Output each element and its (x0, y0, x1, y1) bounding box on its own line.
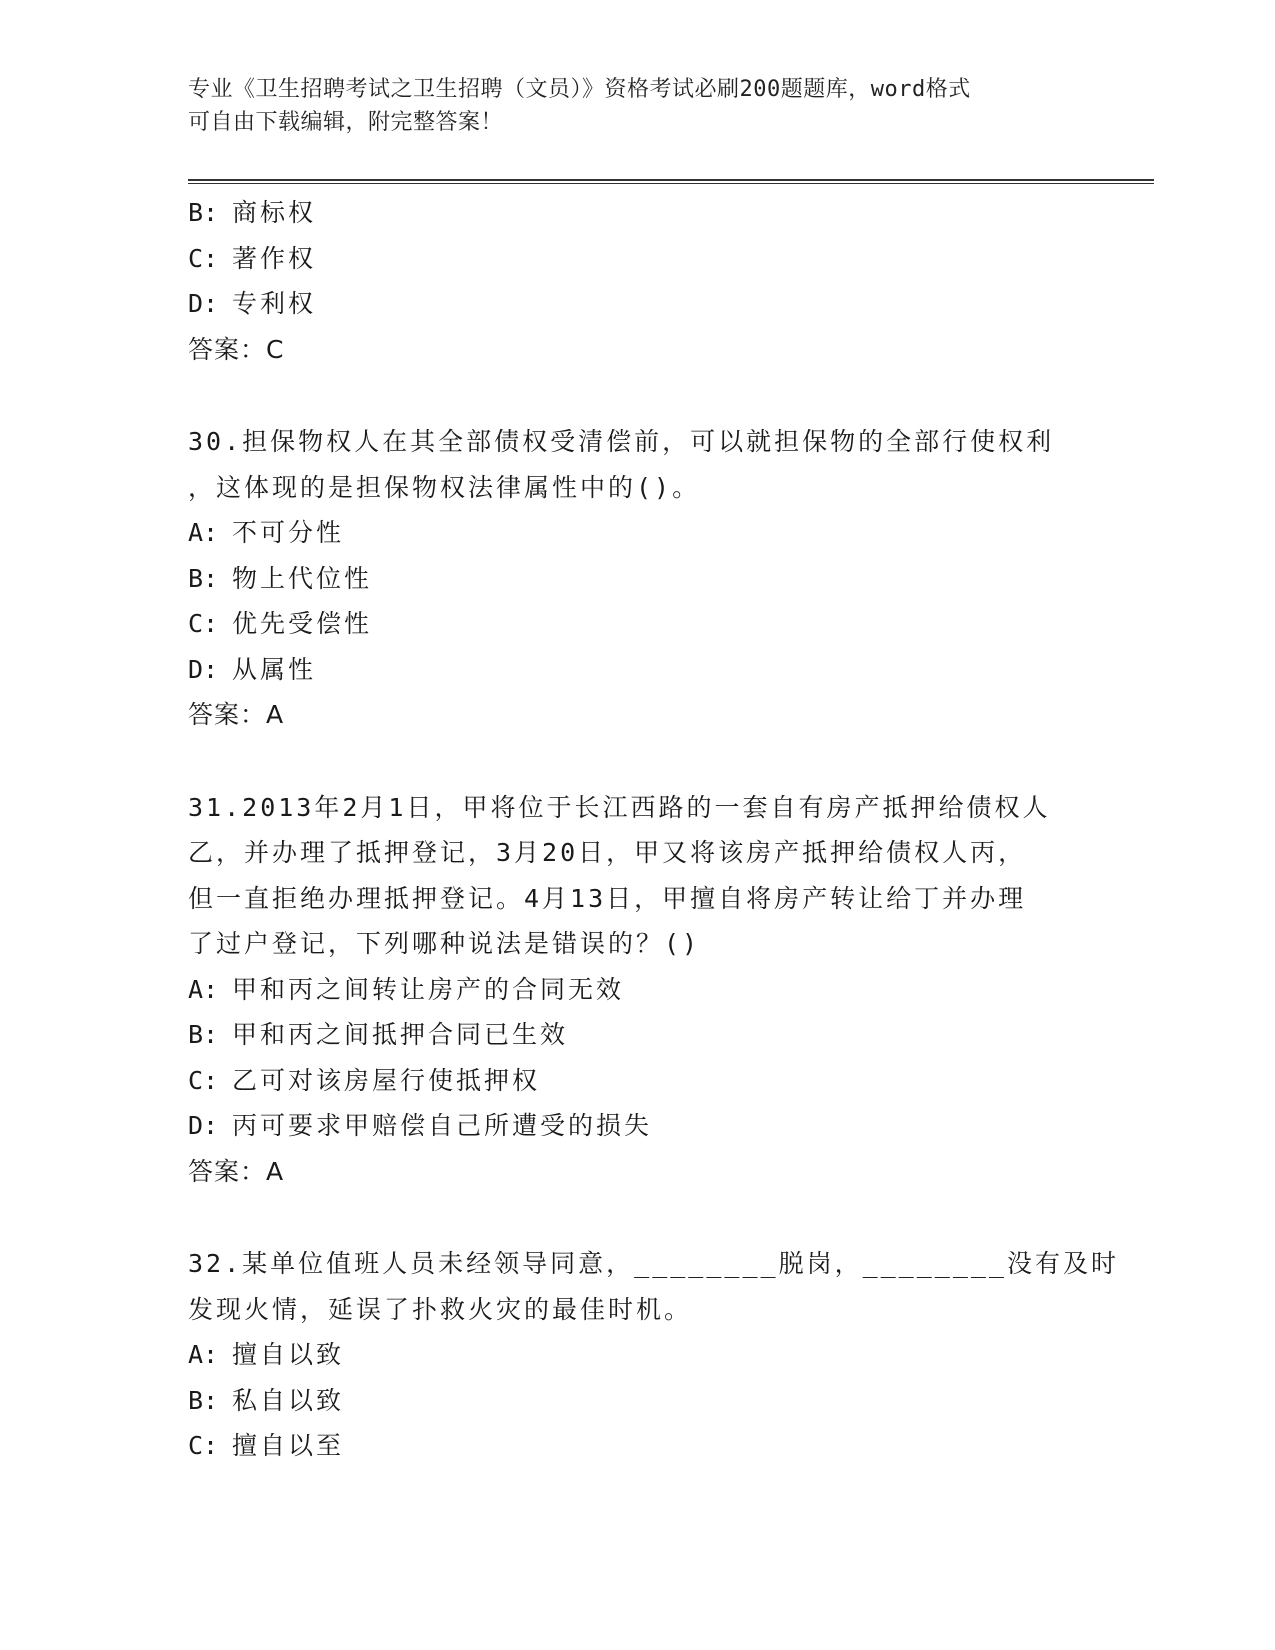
question-31 (188, 785, 1088, 1195)
answer: 答案：C (188, 334, 285, 364)
answer: 答案：A (188, 700, 285, 729)
header-divider (188, 179, 1154, 184)
option-text: 私自以致 (232, 1385, 345, 1415)
option-label: C: (188, 243, 219, 273)
option-label: A: (188, 518, 219, 547)
option-label: C: (188, 1431, 219, 1460)
spacer (188, 738, 1088, 785)
option-d (188, 281, 1088, 327)
question-stem: ，这体现的是担保物权法律属性中的()。 (188, 472, 701, 502)
question-stem: 发现火情，延误了扑救火灾的最佳时机。 (188, 1294, 693, 1324)
option-text: 甲和丙之间转让房产的合同无效 (232, 974, 625, 1004)
option-text: 甲和丙之间抵押合同已生效 (232, 1020, 569, 1049)
option-text: 商标权 (232, 198, 317, 227)
spacer (188, 1194, 1088, 1241)
option-label: A: (188, 974, 219, 1004)
option-b (188, 1012, 1088, 1058)
option-label: D: (188, 289, 219, 318)
option-text: 专利权 (232, 289, 317, 318)
option-text: 擅自以致 (232, 1340, 345, 1369)
option-c (188, 236, 1088, 282)
option-text: 乙可对该房屋行使抵押权 (232, 1065, 541, 1095)
question-stem: 30.担保物权人在其全部债权受清偿前，可以就担保物的全部行使权利 (188, 427, 1055, 456)
option-label: D: (188, 1111, 219, 1140)
question-stem: 但一直拒绝办理抵押登记。4月13日，甲擅自将房产转让给丁并办理 (188, 883, 1027, 913)
question-29 (188, 190, 1088, 372)
option-b (188, 556, 1088, 602)
option-label: D: (188, 654, 219, 684)
option-d (188, 1103, 1088, 1149)
question-30 (188, 419, 1088, 738)
option-label: C: (188, 609, 219, 638)
option-c (188, 1058, 1088, 1104)
question-stem: 31.2013年2月1日，甲将位于长江西路的一套自有房产抵押给债权人 (188, 792, 1051, 822)
option-d (188, 647, 1088, 693)
option-text: 物上代位性 (232, 563, 373, 593)
option-label: C: (188, 1065, 219, 1095)
question-stem: 32.某单位值班人员未经领导同意，________脱岗，________没有及时 (188, 1249, 1119, 1278)
header-line-1: 专业《卫生招聘考试之卫生招聘（文员）》资格考试必刷200题题库，word格式 (188, 77, 971, 102)
question-stem: 了过户登记，下列哪种说法是错误的？() (188, 929, 701, 958)
answer: 答案：A (188, 1156, 285, 1186)
header-line-2: 可自由下载编辑，附完整答案！ (188, 110, 504, 135)
document-body (188, 190, 1119, 1469)
option-a (188, 1332, 1088, 1378)
option-c (188, 601, 1088, 647)
option-text: 优先受偿性 (232, 609, 373, 638)
option-text: 不可分性 (232, 518, 345, 547)
option-text: 著作权 (232, 243, 317, 273)
option-label: B: (188, 198, 219, 227)
option-label: B: (188, 1385, 219, 1415)
option-a (188, 510, 1088, 556)
question-stem: 乙，并办理了抵押登记，3月20日，甲又将该房产抵押给债权人丙， (188, 838, 1027, 867)
option-b (188, 1378, 1088, 1424)
option-text: 从属性 (232, 654, 317, 684)
option-text: 丙可要求甲赔偿自己所遭受的损失 (232, 1111, 653, 1140)
option-text: 擅自以至 (232, 1431, 345, 1460)
spacer (188, 372, 1088, 419)
option-label: B: (188, 563, 219, 593)
option-label: A: (188, 1340, 219, 1369)
option-label: B: (188, 1020, 219, 1049)
option-c (188, 1423, 1088, 1469)
document-header (188, 73, 1088, 139)
option-b (188, 190, 1088, 236)
question-32 (188, 1241, 1119, 1469)
option-a (188, 967, 1088, 1013)
